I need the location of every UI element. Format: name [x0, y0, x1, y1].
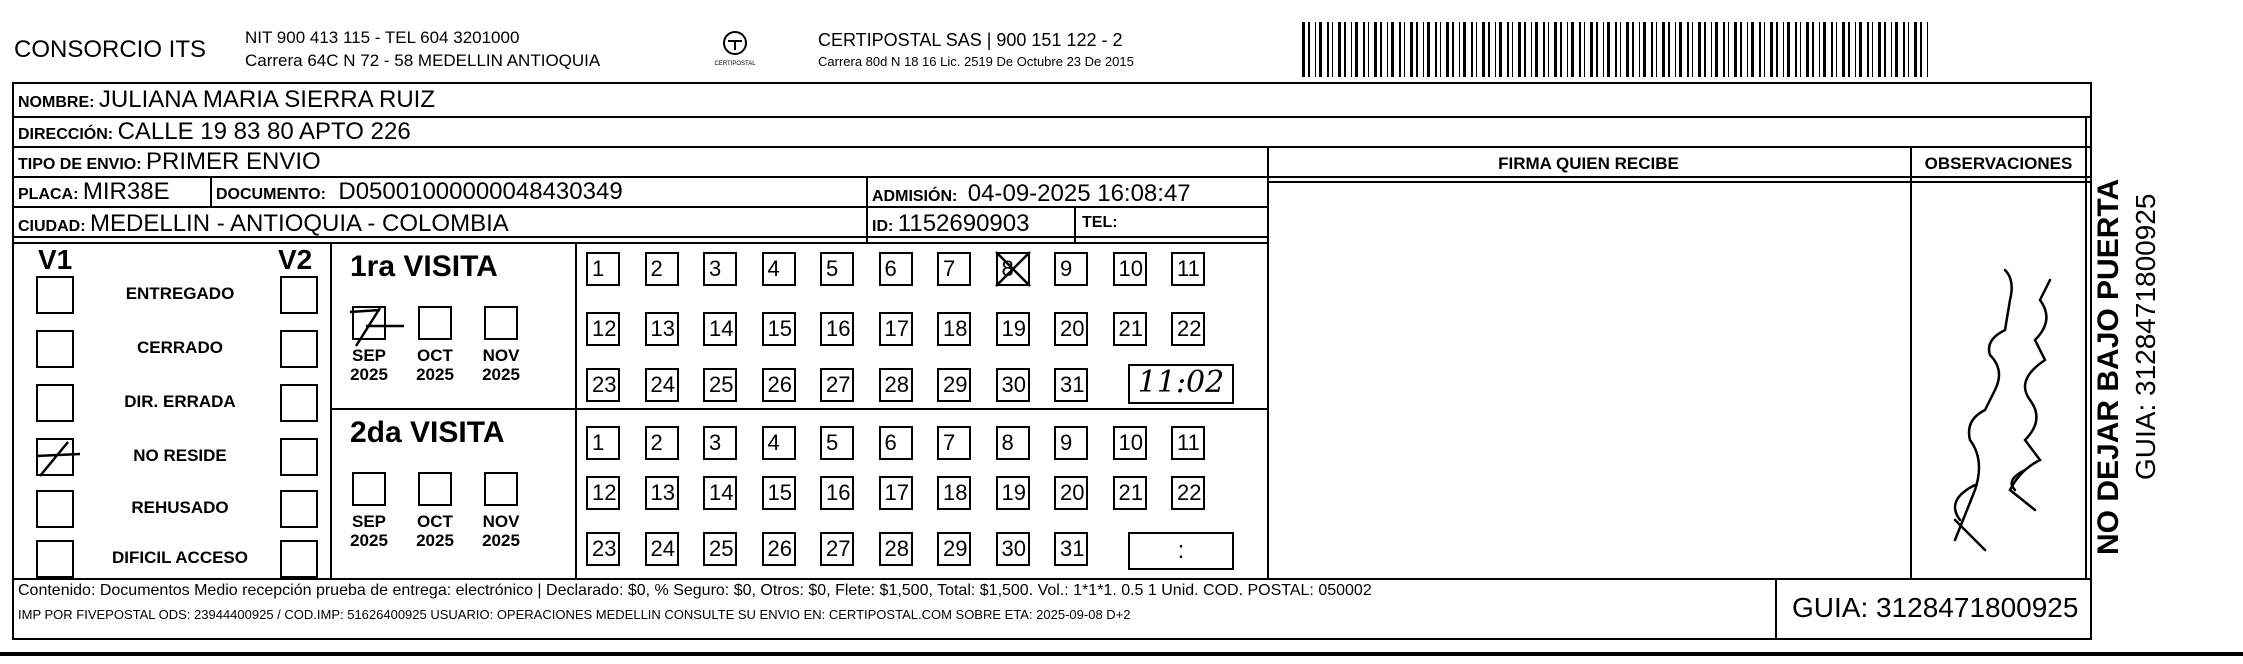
day-box[interactable]: 31	[1054, 368, 1088, 402]
day-box[interactable]: 25	[703, 368, 737, 402]
month-label: NOV	[482, 512, 520, 531]
v1-checkbox[interactable]	[36, 384, 74, 422]
recipient-address: CALLE 19 83 80 APTO 226	[117, 118, 411, 145]
day-box[interactable]: 24	[645, 368, 679, 402]
day-box[interactable]: 19	[996, 476, 1030, 510]
v1-checkbox[interactable]	[36, 540, 74, 578]
courier-name: CERTIPOSTAL SAS | 900 151 122 - 2	[818, 30, 1123, 50]
document-value: D05001000000048430349	[338, 178, 623, 205]
month-label: NOV	[482, 346, 520, 365]
day-box[interactable]: 20	[1054, 476, 1088, 510]
city-value: MEDELLIN - ANTIOQUIA - COLOMBIA	[90, 210, 509, 237]
day-box[interactable]: 1	[586, 426, 620, 460]
company-address: Carrera 64C N 72 - 58 MEDELLIN ANTIOQUIA	[245, 51, 601, 70]
day-box[interactable]: 17	[879, 312, 913, 346]
day-box[interactable]: 19	[996, 312, 1030, 346]
day-box[interactable]: 6	[879, 426, 913, 460]
day-box[interactable]: 14	[703, 312, 737, 346]
day-box[interactable]: 15	[762, 476, 796, 510]
visit1-title: 1ra VISITA	[350, 250, 498, 283]
v2-checkbox[interactable]	[280, 490, 318, 528]
document-label: DOCUMENTO:	[216, 186, 326, 203]
certipostal-logo	[705, 30, 765, 70]
day-box[interactable]: 13	[645, 476, 679, 510]
month-year: 2025	[350, 365, 388, 384]
day-box[interactable]: 22	[1171, 312, 1205, 346]
month-label: OCT	[417, 512, 453, 531]
day-box[interactable]: 8	[996, 252, 1030, 286]
certipostal-logo-icon	[720, 30, 750, 56]
company-nit: NIT 900 413 115 - TEL 604 3201000	[245, 28, 520, 47]
day-box[interactable]: 4	[762, 426, 796, 460]
month-checkbox[interactable]	[352, 472, 386, 506]
month-year: 2025	[482, 531, 520, 550]
day-box[interactable]: 12	[586, 312, 620, 346]
day-box[interactable]: 23	[586, 532, 620, 566]
id-value: 1152690903	[897, 210, 1030, 237]
day-box[interactable]: 2	[645, 252, 679, 286]
footer-guide: GUIA: 3128471800925	[1792, 592, 2079, 623]
day-box[interactable]: 3	[703, 252, 737, 286]
month-year: 2025	[350, 531, 388, 550]
month-year: 2025	[416, 531, 454, 550]
month-year: 2025	[482, 365, 520, 384]
v2-checkbox[interactable]	[280, 276, 318, 314]
barcode	[1302, 22, 1934, 77]
day-box[interactable]: 30	[996, 532, 1030, 566]
day-box[interactable]: 22	[1171, 476, 1205, 510]
footer-imp: IMP POR FIVEPOSTAL ODS: 23944400925 / COD.IMP: 51626400925 USUARIO: OPERACIONES MEDELLIN CONSULTE SU ENVIO EN: CERTIPOSTAL.COM SOBRE ETA: 2025-09-08 D+2	[18, 607, 1131, 622]
side-warning: NO DEJAR BAJO PUERTA	[2092, 178, 2125, 555]
admission-label: ADMISIÓN:	[872, 188, 958, 205]
day-box[interactable]: 27	[820, 532, 854, 566]
status-label: ENTREGADO	[125, 284, 235, 303]
month-label: SEP	[351, 512, 387, 531]
check-mark-icon	[350, 304, 390, 344]
v1-label: V1	[38, 244, 73, 275]
day-cross-icon	[990, 248, 1036, 290]
recipient-name: JULIANA MARIA SIERRA RUIZ	[98, 86, 435, 113]
footer-content: Contenido: Documentos Medio recepción prueba de entrega: electrónico | Declarado: $0, % Seguro: $0, Otros: $0, Flete: $1,500, Total: $1,500. Vol.: 1*1*1. 0.5 1 Unid. COD. POSTAL: 050002	[18, 582, 1372, 599]
v1-checkbox[interactable]	[36, 276, 74, 314]
plate-value: MIR38E	[82, 178, 170, 205]
day-box[interactable]: 5	[820, 426, 854, 460]
day-box[interactable]: 9	[1054, 252, 1088, 286]
day-box[interactable]: 20	[1054, 312, 1088, 346]
day-box[interactable]: 3	[703, 426, 737, 460]
city-label: CIUDAD:	[18, 218, 86, 235]
handwriting-drawing	[1915, 190, 2083, 575]
day-box[interactable]: 1	[586, 252, 620, 286]
day-box[interactable]: 10	[1113, 426, 1147, 460]
month-checkbox[interactable]	[418, 472, 452, 506]
month-label: OCT	[417, 346, 453, 365]
admission-value: 04-09-2025 16:08:47	[967, 180, 1191, 207]
day-box[interactable]: 29	[937, 532, 971, 566]
day-box[interactable]: 4	[762, 252, 796, 286]
day-box[interactable]: 18	[937, 312, 971, 346]
v1-checkbox[interactable]	[36, 490, 74, 528]
status-label: DIFICIL ACCESO	[111, 548, 248, 567]
shipment-type: PRIMER ENVIO	[146, 148, 321, 175]
day-box[interactable]: 11	[1171, 252, 1205, 286]
day-box[interactable]: 11	[1171, 426, 1205, 460]
day-box[interactable]: 28	[879, 368, 913, 402]
v1-checkbox[interactable]	[36, 330, 74, 368]
visit2-title: 2da VISITA	[350, 416, 505, 449]
v2-checkbox[interactable]	[280, 330, 318, 368]
day-box[interactable]: 13	[645, 312, 679, 346]
month-checkbox[interactable]	[484, 472, 518, 506]
name-label: NOMBRE:	[18, 94, 95, 111]
day-box[interactable]: 29	[937, 368, 971, 402]
day-box[interactable]: 26	[762, 368, 796, 402]
day-box[interactable]: 5	[820, 252, 854, 286]
day-box[interactable]: 30	[996, 368, 1030, 402]
day-box[interactable]: 21	[1113, 312, 1147, 346]
signature-header: FIRMA QUIEN RECIBE	[1498, 154, 1679, 173]
v1-checkbox[interactable]	[36, 438, 74, 476]
day-box[interactable]: 24	[645, 532, 679, 566]
day-box[interactable]: 7	[937, 252, 971, 286]
id-label: ID:	[872, 218, 894, 235]
day-box[interactable]: 26	[762, 532, 796, 566]
day-box[interactable]: 16	[820, 476, 854, 510]
day-box[interactable]: 15	[762, 312, 796, 346]
visit1-time: 11:02	[1128, 364, 1234, 404]
day-box[interactable]: 27	[820, 368, 854, 402]
day-box[interactable]: 17	[879, 476, 913, 510]
day-box[interactable]: 28	[879, 532, 913, 566]
v2-checkbox[interactable]	[280, 540, 318, 578]
month-label: SEP	[351, 346, 387, 365]
company-name: CONSORCIO ITS	[14, 36, 207, 63]
day-box[interactable]: 25	[703, 532, 737, 566]
day-box[interactable]: 31	[1054, 532, 1088, 566]
month-checkbox[interactable]	[484, 306, 518, 340]
status-label: REHUSADO	[131, 498, 229, 517]
day-box[interactable]: 23	[586, 368, 620, 402]
day-box[interactable]: 18	[937, 476, 971, 510]
day-box[interactable]: 14	[703, 476, 737, 510]
day-box[interactable]: 8	[996, 426, 1030, 460]
observations-handwriting	[1915, 190, 2083, 575]
day-box[interactable]: 21	[1113, 476, 1147, 510]
v2-checkbox[interactable]	[280, 384, 318, 422]
status-label: NO RESIDE	[133, 446, 227, 465]
status-label: CERRADO	[137, 338, 223, 357]
day-box[interactable]: 12	[586, 476, 620, 510]
month-checkbox[interactable]	[352, 306, 386, 340]
logo-text: CERTIPOSTAL	[714, 61, 756, 67]
month-checkbox[interactable]	[418, 306, 452, 340]
day-box[interactable]: 6	[879, 252, 913, 286]
shipment-type-label: TIPO DE ENVIO:	[18, 156, 142, 173]
observations-header: OBSERVACIONES	[1924, 154, 2073, 173]
side-guide: GUIA: 3128471800925	[2130, 193, 2161, 480]
day-box[interactable]: 16	[820, 312, 854, 346]
day-box[interactable]: 10	[1113, 252, 1147, 286]
v2-label: V2	[278, 244, 313, 275]
day-box[interactable]: 7	[937, 426, 971, 460]
courier-license: Carrera 80d N 18 16 Lic. 2519 De Octubre 23 De 2015	[818, 54, 1134, 69]
month-year: 2025	[416, 365, 454, 384]
status-label: DIR. ERRADA	[124, 392, 236, 411]
address-label: DIRECCIÓN:	[18, 126, 114, 143]
tel-label: TEL:	[1082, 214, 1118, 231]
visit2-time: :	[1128, 532, 1234, 570]
check-mark-icon	[34, 436, 72, 474]
v2-checkbox[interactable]	[280, 438, 318, 476]
day-box[interactable]: 9	[1054, 426, 1088, 460]
plate-label: PLACA:	[18, 186, 79, 203]
day-box[interactable]: 2	[645, 426, 679, 460]
